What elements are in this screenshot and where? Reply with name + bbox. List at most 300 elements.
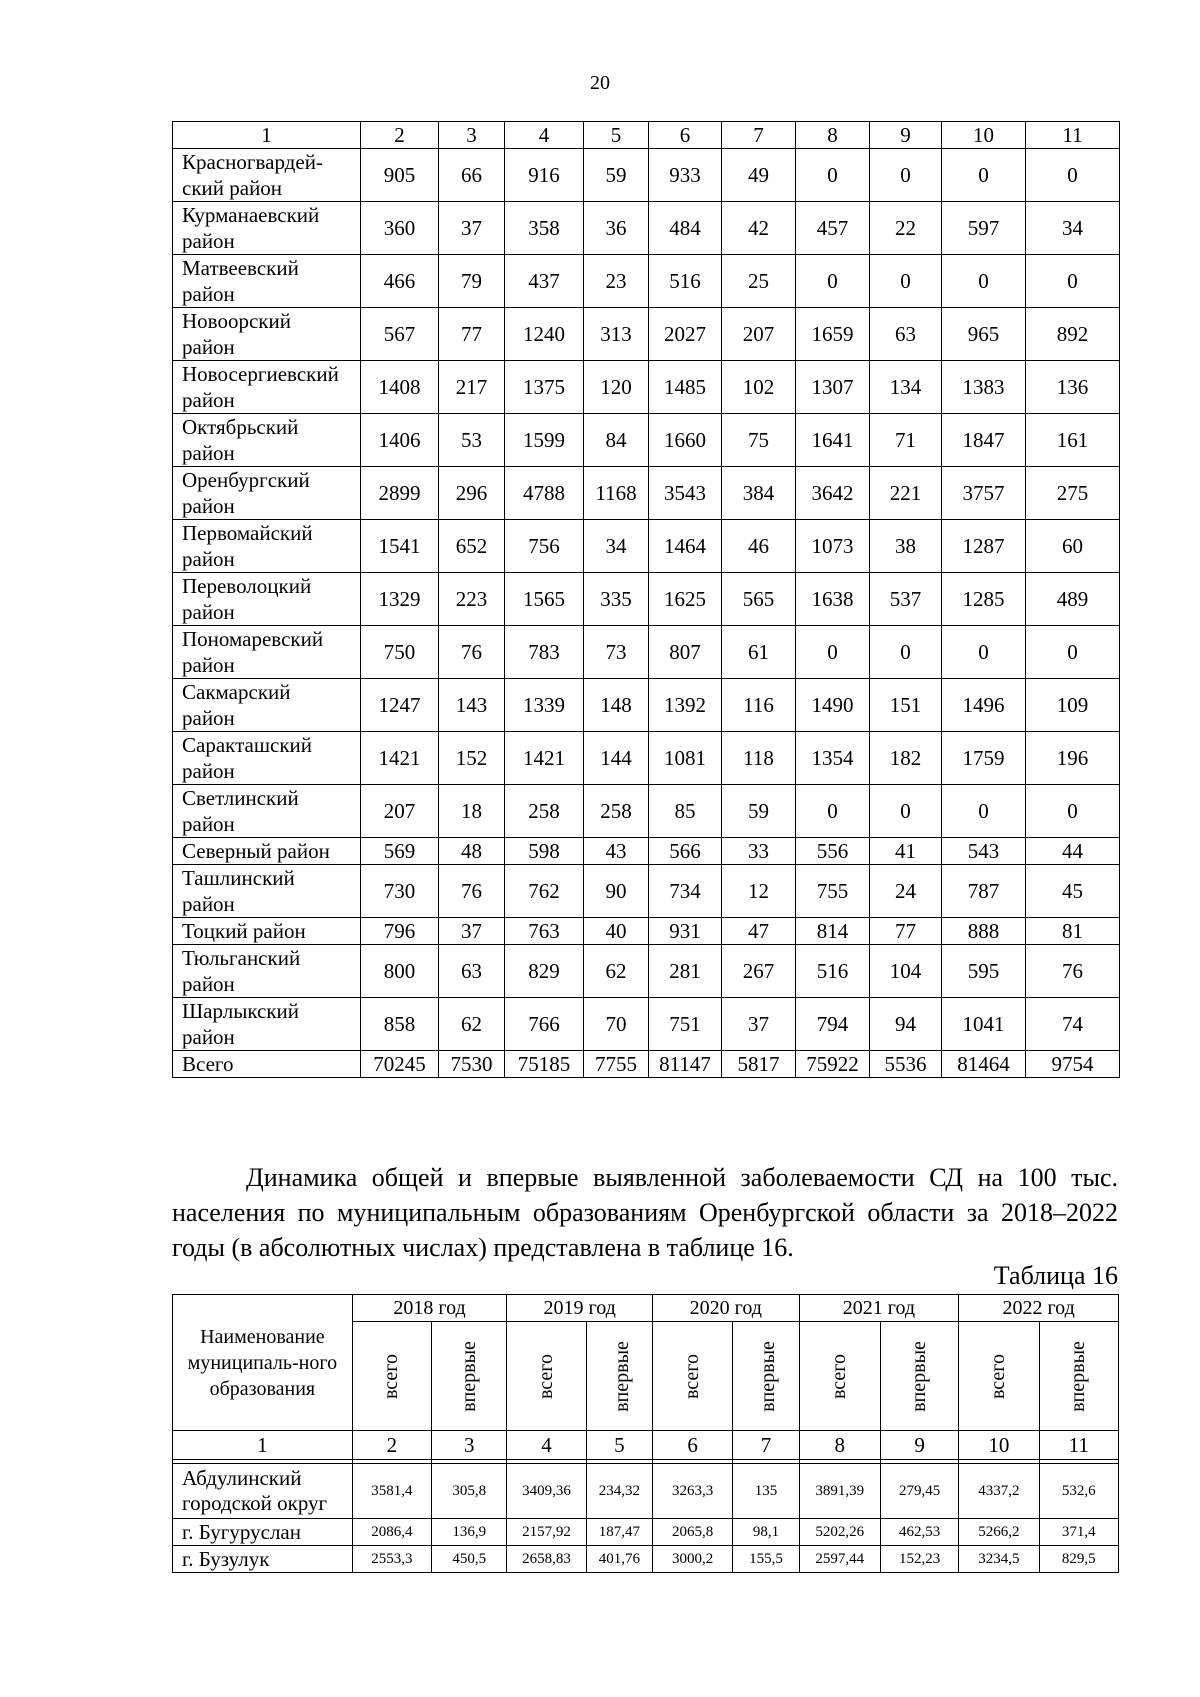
subheader-total [507, 1322, 586, 1431]
value-cell: 1392 [649, 679, 722, 732]
value-cell: 53 [439, 414, 505, 467]
value-cell: 152 [439, 732, 505, 785]
value-cell: 1659 [796, 308, 870, 361]
value-cell: 3543 [649, 467, 722, 520]
value-cell: 223 [439, 573, 505, 626]
value-cell: 762 [505, 865, 584, 918]
value-cell: 46 [722, 520, 796, 573]
table-row [173, 945, 1120, 998]
value-cell: 0 [1026, 626, 1120, 679]
value-cell: 77 [439, 308, 505, 361]
column-number: 9 [870, 122, 942, 149]
value-cell: 134 [870, 361, 942, 414]
value-cell: 0 [796, 785, 870, 838]
value-cell: 1421 [361, 732, 439, 785]
value-cell: 71 [870, 414, 942, 467]
value-cell: 931 [649, 918, 722, 945]
value-cell: 556 [796, 838, 870, 865]
value-cell: 66 [439, 149, 505, 202]
value-cell: 234,32 [586, 1464, 652, 1519]
table-row [173, 467, 1120, 520]
value-cell: 2027 [649, 308, 722, 361]
value-cell: 597 [942, 202, 1026, 255]
column-number: 8 [796, 122, 870, 149]
year-header-row [173, 1295, 1119, 1322]
value-cell: 7530 [439, 1051, 505, 1078]
column-number: 4 [507, 1431, 586, 1460]
value-cell: 1375 [505, 361, 584, 414]
value-cell: 151 [870, 679, 942, 732]
value-cell: 73 [584, 626, 649, 679]
value-cell: 296 [439, 467, 505, 520]
value-cell: 1354 [796, 732, 870, 785]
subheader-first [1039, 1322, 1118, 1431]
value-cell: 25 [722, 255, 796, 308]
value-cell: 5202,26 [799, 1519, 880, 1546]
value-cell: 734 [649, 865, 722, 918]
column-number: 2 [361, 122, 439, 149]
value-cell: 161 [1026, 414, 1120, 467]
table-row [173, 838, 1120, 865]
value-cell: 104 [870, 945, 942, 998]
table-row [173, 255, 1120, 308]
value-cell: 1041 [942, 998, 1026, 1051]
year-2022: 2022 год [959, 1295, 1119, 1322]
value-cell: 1168 [584, 467, 649, 520]
value-cell: 267 [722, 945, 796, 998]
value-cell: 3263,3 [652, 1464, 732, 1519]
value-cell: 94 [870, 998, 942, 1051]
value-cell: 1421 [505, 732, 584, 785]
table-row [173, 414, 1120, 467]
incidence-table [172, 1294, 1119, 1573]
value-cell: 3891,39 [799, 1464, 880, 1519]
value-cell: 1406 [361, 414, 439, 467]
table-row [173, 308, 1120, 361]
table-row [173, 149, 1120, 202]
value-cell: 1081 [649, 732, 722, 785]
value-cell: 221 [870, 467, 942, 520]
column-number: 7 [733, 1431, 799, 1460]
value-cell: 466 [361, 255, 439, 308]
value-cell: 5536 [870, 1051, 942, 1078]
value-cell: 1073 [796, 520, 870, 573]
column-number: 7 [722, 122, 796, 149]
value-cell: 1638 [796, 573, 870, 626]
value-cell: 81 [1026, 918, 1120, 945]
value-cell: 152,23 [880, 1546, 958, 1573]
value-cell: 44 [1026, 838, 1120, 865]
value-cell: 63 [870, 308, 942, 361]
value-cell: 155,5 [733, 1546, 799, 1573]
table-row [173, 626, 1120, 679]
value-cell: 81147 [649, 1051, 722, 1078]
district-name: Новосергиевский район [173, 361, 361, 414]
page-number: 20 [590, 72, 610, 94]
value-cell: 43 [584, 838, 649, 865]
value-cell: 0 [870, 149, 942, 202]
subheader-total [352, 1322, 431, 1431]
value-cell: 763 [505, 918, 584, 945]
value-cell: 794 [796, 998, 870, 1051]
header-row [173, 122, 1120, 149]
column-number: 5 [584, 122, 649, 149]
value-cell: 1641 [796, 414, 870, 467]
value-cell: 2553,3 [352, 1546, 431, 1573]
value-cell: 457 [796, 202, 870, 255]
value-cell: 965 [942, 308, 1026, 361]
value-cell: 0 [942, 255, 1026, 308]
district-name: Всего [173, 1051, 361, 1078]
column-number: 11 [1039, 1431, 1118, 1460]
value-cell: 75185 [505, 1051, 584, 1078]
value-cell: 275 [1026, 467, 1120, 520]
value-cell: 766 [505, 998, 584, 1051]
column-number: 1 [173, 1431, 353, 1460]
subheader-label: всего [535, 1353, 558, 1399]
value-cell: 933 [649, 149, 722, 202]
district-name: Курманаевский район [173, 202, 361, 255]
value-cell: 858 [361, 998, 439, 1051]
value-cell: 84 [584, 414, 649, 467]
intro-paragraph: Динамика общей и впервые выявленной заболеваемости СД на 100 тыс. населения по муниципальным образованиям Оренбургской области за 2018–2022 годы (в абсолютных числах) представлена в таблице 16. [172, 1163, 1118, 1262]
subheader-label: всего [828, 1353, 851, 1399]
value-cell: 3642 [796, 467, 870, 520]
value-cell: 484 [649, 202, 722, 255]
table-row [173, 361, 1120, 414]
value-cell: 814 [796, 918, 870, 945]
value-cell: 281 [649, 945, 722, 998]
district-name: Тюльганский район [173, 945, 361, 998]
value-cell: 258 [505, 785, 584, 838]
municipality-name: г. Бугуруслан [173, 1519, 353, 1546]
value-cell: 566 [649, 838, 722, 865]
subheader-label: всего [380, 1353, 403, 1399]
district-name: Ташлинский район [173, 865, 361, 918]
value-cell: 569 [361, 838, 439, 865]
value-cell: 892 [1026, 308, 1120, 361]
value-cell: 335 [584, 573, 649, 626]
value-cell: 3234,5 [959, 1546, 1039, 1573]
value-cell: 1285 [942, 573, 1026, 626]
value-cell: 2157,92 [507, 1519, 586, 1546]
municipality-name: г. Бузулук [173, 1546, 353, 1573]
value-cell: 401,76 [586, 1546, 652, 1573]
value-cell: 5266,2 [959, 1519, 1039, 1546]
value-cell: 37 [439, 202, 505, 255]
district-name: Красногвардей- ский район [173, 149, 361, 202]
value-cell: 1541 [361, 520, 439, 573]
value-cell: 118 [722, 732, 796, 785]
value-cell: 1599 [505, 414, 584, 467]
district-name: Северный район [173, 838, 361, 865]
district-name: Сакмарский район [173, 679, 361, 732]
value-cell: 76 [1026, 945, 1120, 998]
value-cell: 0 [870, 785, 942, 838]
value-cell: 313 [584, 308, 649, 361]
table-row [173, 865, 1120, 918]
value-cell: 489 [1026, 573, 1120, 626]
value-cell: 37 [722, 998, 796, 1051]
value-cell: 77 [870, 918, 942, 945]
value-cell: 144 [584, 732, 649, 785]
district-name: Октябрьский район [173, 414, 361, 467]
value-cell: 1247 [361, 679, 439, 732]
value-cell: 1287 [942, 520, 1026, 573]
column-number: 8 [799, 1431, 880, 1460]
value-cell: 90 [584, 865, 649, 918]
district-name: Тоцкий район [173, 918, 361, 945]
value-cell: 1496 [942, 679, 1026, 732]
value-cell: 34 [1026, 202, 1120, 255]
value-cell: 0 [796, 626, 870, 679]
column-number: 6 [649, 122, 722, 149]
subheader-label: впервые [610, 1340, 633, 1412]
year-2019: 2019 год [507, 1295, 653, 1322]
value-cell: 437 [505, 255, 584, 308]
table-row [173, 1051, 1120, 1078]
value-cell: 70245 [361, 1051, 439, 1078]
value-cell: 136,9 [432, 1519, 507, 1546]
subheader-first [432, 1322, 507, 1431]
column-number: 10 [942, 122, 1026, 149]
subheader-total [799, 1322, 880, 1431]
district-name: Шарлыкский район [173, 998, 361, 1051]
value-cell: 787 [942, 865, 1026, 918]
column-number: 4 [505, 122, 584, 149]
value-cell: 0 [870, 255, 942, 308]
value-cell: 0 [942, 149, 1026, 202]
value-cell: 109 [1026, 679, 1120, 732]
value-cell: 207 [361, 785, 439, 838]
subheader-first [880, 1322, 958, 1431]
column-number: 11 [1026, 122, 1120, 149]
value-cell: 2597,44 [799, 1546, 880, 1573]
value-cell: 1408 [361, 361, 439, 414]
value-cell: 62 [439, 998, 505, 1051]
table-row [173, 573, 1120, 626]
district-name: Оренбургский район [173, 467, 361, 520]
value-cell: 62 [584, 945, 649, 998]
value-cell: 98,1 [733, 1519, 799, 1546]
subheader-first [586, 1322, 652, 1431]
value-cell: 18 [439, 785, 505, 838]
value-cell: 3409,36 [507, 1464, 586, 1519]
value-cell: 1339 [505, 679, 584, 732]
value-cell: 1383 [942, 361, 1026, 414]
value-cell: 24 [870, 865, 942, 918]
value-cell: 217 [439, 361, 505, 414]
column-number: 5 [586, 1431, 652, 1460]
column-number-row [173, 1431, 1119, 1460]
table-row [173, 1519, 1119, 1546]
value-cell: 0 [1026, 785, 1120, 838]
table-row [173, 679, 1120, 732]
subheader-label: впервые [1067, 1340, 1090, 1412]
value-cell: 279,45 [880, 1464, 958, 1519]
value-cell: 148 [584, 679, 649, 732]
value-cell: 516 [796, 945, 870, 998]
value-cell: 102 [722, 361, 796, 414]
value-cell: 4337,2 [959, 1464, 1039, 1519]
value-cell: 916 [505, 149, 584, 202]
value-cell: 2658,83 [507, 1546, 586, 1573]
value-cell: 135 [733, 1464, 799, 1519]
value-cell: 1307 [796, 361, 870, 414]
subheader-label: впервые [908, 1340, 931, 1412]
value-cell: 187,47 [586, 1519, 652, 1546]
table-row [173, 1464, 1119, 1519]
value-cell: 81464 [942, 1051, 1026, 1078]
value-cell: 750 [361, 626, 439, 679]
value-cell: 598 [505, 838, 584, 865]
value-cell: 358 [505, 202, 584, 255]
year-2018: 2018 год [352, 1295, 507, 1322]
value-cell: 2086,4 [352, 1519, 431, 1546]
subheader-label: впервые [757, 1340, 780, 1412]
value-cell: 3581,4 [352, 1464, 431, 1519]
district-table [172, 121, 1120, 1078]
value-cell: 23 [584, 255, 649, 308]
value-cell: 1660 [649, 414, 722, 467]
value-cell: 0 [796, 149, 870, 202]
value-cell: 59 [584, 149, 649, 202]
value-cell: 4788 [505, 467, 584, 520]
subheader-total [959, 1322, 1039, 1431]
column-number: 10 [959, 1431, 1039, 1460]
subheader-label: впервые [457, 1340, 480, 1412]
year-2020: 2020 год [652, 1295, 799, 1322]
value-cell: 567 [361, 308, 439, 361]
value-cell: 182 [870, 732, 942, 785]
value-cell: 85 [649, 785, 722, 838]
value-cell: 120 [584, 361, 649, 414]
column-number: 1 [173, 122, 361, 149]
column-number: 3 [432, 1431, 507, 1460]
value-cell: 40 [584, 918, 649, 945]
district-name: Переволоцкий район [173, 573, 361, 626]
value-cell: 36 [584, 202, 649, 255]
value-cell: 1490 [796, 679, 870, 732]
value-cell: 537 [870, 573, 942, 626]
district-name: Матвеевский район [173, 255, 361, 308]
value-cell: 1240 [505, 308, 584, 361]
value-cell: 384 [722, 467, 796, 520]
value-cell: 143 [439, 679, 505, 732]
value-cell: 755 [796, 865, 870, 918]
value-cell: 1464 [649, 520, 722, 573]
municipality-name: Абдулинский городской округ [173, 1464, 353, 1519]
value-cell: 48 [439, 838, 505, 865]
value-cell: 12 [722, 865, 796, 918]
table-row [173, 202, 1120, 255]
value-cell: 0 [1026, 255, 1120, 308]
value-cell: 807 [649, 626, 722, 679]
value-cell: 3757 [942, 467, 1026, 520]
district-name: Светлинский район [173, 785, 361, 838]
value-cell: 116 [722, 679, 796, 732]
value-cell: 49 [722, 149, 796, 202]
value-cell: 532,6 [1039, 1464, 1118, 1519]
value-cell: 75 [722, 414, 796, 467]
subheader-label: всего [681, 1353, 704, 1399]
value-cell: 45 [1026, 865, 1120, 918]
table-row [173, 998, 1120, 1051]
value-cell: 800 [361, 945, 439, 998]
value-cell: 136 [1026, 361, 1120, 414]
value-cell: 1759 [942, 732, 1026, 785]
value-cell: 829 [505, 945, 584, 998]
value-cell: 565 [722, 573, 796, 626]
value-cell: 1625 [649, 573, 722, 626]
column-number: 9 [880, 1431, 958, 1460]
value-cell: 75922 [796, 1051, 870, 1078]
value-cell: 1565 [505, 573, 584, 626]
value-cell: 829,5 [1039, 1546, 1118, 1573]
value-cell: 76 [439, 626, 505, 679]
value-cell: 7755 [584, 1051, 649, 1078]
value-cell: 63 [439, 945, 505, 998]
subheader-first [733, 1322, 799, 1431]
value-cell: 0 [942, 785, 1026, 838]
value-cell: 42 [722, 202, 796, 255]
value-cell: 196 [1026, 732, 1120, 785]
value-cell: 783 [505, 626, 584, 679]
value-cell: 516 [649, 255, 722, 308]
value-cell: 543 [942, 838, 1026, 865]
district-name: Новоорский район [173, 308, 361, 361]
value-cell: 22 [870, 202, 942, 255]
value-cell: 730 [361, 865, 439, 918]
value-cell: 37 [439, 918, 505, 945]
value-cell: 0 [942, 626, 1026, 679]
value-cell: 70 [584, 998, 649, 1051]
value-cell: 60 [1026, 520, 1120, 573]
value-cell: 751 [649, 998, 722, 1051]
column-number: 2 [352, 1431, 431, 1460]
value-cell: 5817 [722, 1051, 796, 1078]
value-cell: 462,53 [880, 1519, 958, 1546]
value-cell: 41 [870, 838, 942, 865]
value-cell: 0 [796, 255, 870, 308]
value-cell: 59 [722, 785, 796, 838]
value-cell: 888 [942, 918, 1026, 945]
value-cell: 360 [361, 202, 439, 255]
value-cell: 796 [361, 918, 439, 945]
subheader-total [652, 1322, 732, 1431]
year-2021: 2021 год [799, 1295, 959, 1322]
district-name: Саракташский район [173, 732, 361, 785]
value-cell: 258 [584, 785, 649, 838]
table-row [173, 520, 1120, 573]
value-cell: 371,4 [1039, 1519, 1118, 1546]
value-cell: 2899 [361, 467, 439, 520]
column-number: 6 [652, 1431, 732, 1460]
value-cell: 756 [505, 520, 584, 573]
table-row [173, 1546, 1119, 1573]
value-cell: 47 [722, 918, 796, 945]
value-cell: 595 [942, 945, 1026, 998]
value-cell: 450,5 [432, 1546, 507, 1573]
value-cell: 61 [722, 626, 796, 679]
value-cell: 74 [1026, 998, 1120, 1051]
value-cell: 1485 [649, 361, 722, 414]
value-cell: 2065,8 [652, 1519, 732, 1546]
value-cell: 76 [439, 865, 505, 918]
value-cell: 33 [722, 838, 796, 865]
table-row [173, 732, 1120, 785]
value-cell: 0 [870, 626, 942, 679]
